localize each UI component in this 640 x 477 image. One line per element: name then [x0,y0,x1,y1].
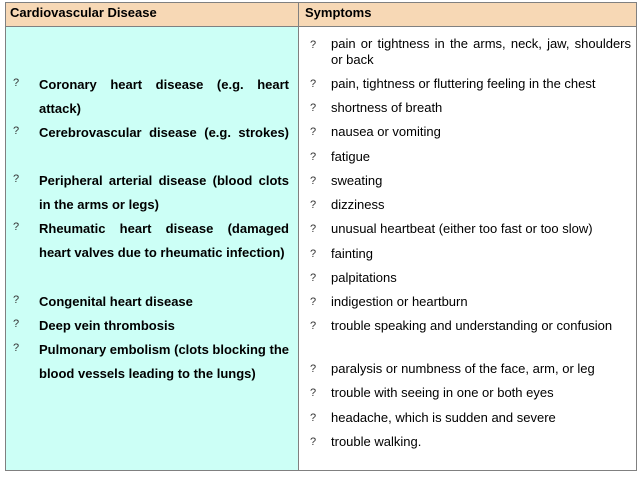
symptoms-column [299,27,636,470]
header-symptoms: Symptoms [299,3,636,27]
bullet-icon: ? [310,363,317,375]
disease-item: Cerebrovascular disease (e.g. strokes) [39,125,289,140]
bullet-icon: ? [13,342,20,354]
symptom-item: sweating [331,173,383,188]
bullet-icon: ? [13,318,20,330]
bullet-icon: ? [310,320,317,332]
symptom-item: unusual heartbeat (either too fast or too slow) [331,221,593,236]
bullet-icon: ? [13,125,20,137]
bullet-icon: ? [13,77,20,89]
disease-item: Pulmonary embolism (clots blocking the blood vessels leading to the lungs) [39,342,289,381]
bullet-icon: ? [310,248,317,260]
disease-column [6,27,299,470]
symptom-item: fatigue [331,149,371,164]
symptom-item: shortness of breath [331,100,443,115]
bullet-icon: ? [13,294,20,306]
symptom-item: trouble walking. [331,434,422,449]
symptom-item: fainting [331,246,373,261]
disease-item: Coronary heart disease (e.g. heart attack) [39,77,289,116]
bullet-icon: ? [13,221,20,233]
disease-symptoms-table [5,2,637,471]
symptom-item: headache, which is sudden and severe [331,410,556,425]
bullet-icon: ? [310,102,317,114]
disease-item: Congenital heart disease [39,294,193,309]
bullet-icon: ? [310,296,317,308]
symptom-item: pain, tightness or fluttering feeling in the chest [331,76,596,91]
bullet-icon: ? [310,223,317,235]
symptom-item: trouble speaking and understanding or confusion [331,318,613,333]
disease-item: Deep vein thrombosis [39,318,175,333]
bullet-icon: ? [310,436,317,448]
disease-item: Rheumatic heart disease (damaged heart valves due to rheumatic infection) [39,221,289,260]
symptom-item: paralysis or numbness of the face, arm, or leg [331,361,595,376]
symptom-item: indigestion or heartburn [331,294,468,309]
bullet-icon: ? [13,173,20,185]
bullet-icon: ? [310,387,317,399]
bullet-icon: ? [310,151,317,163]
bullet-icon: ? [310,126,317,138]
bullet-icon: ? [310,39,317,51]
bullet-icon: ? [310,175,317,187]
bullet-icon: ? [310,199,317,211]
symptom-item: palpitations [331,270,397,285]
symptom-item: dizziness [331,197,385,212]
symptom-item: trouble with seeing in one or both eyes [331,385,554,400]
header-disease: Cardiovascular Disease [6,3,299,27]
bullet-icon: ? [310,412,317,424]
bullet-icon: ? [310,272,317,284]
symptom-item: pain or tightness in the arms, neck, jaw, shoulders or back [331,36,631,67]
disease-item: Peripheral arterial disease (blood clots in the arms or legs) [39,173,289,212]
bullet-icon: ? [310,78,317,90]
symptom-item: nausea or vomiting [331,124,441,139]
